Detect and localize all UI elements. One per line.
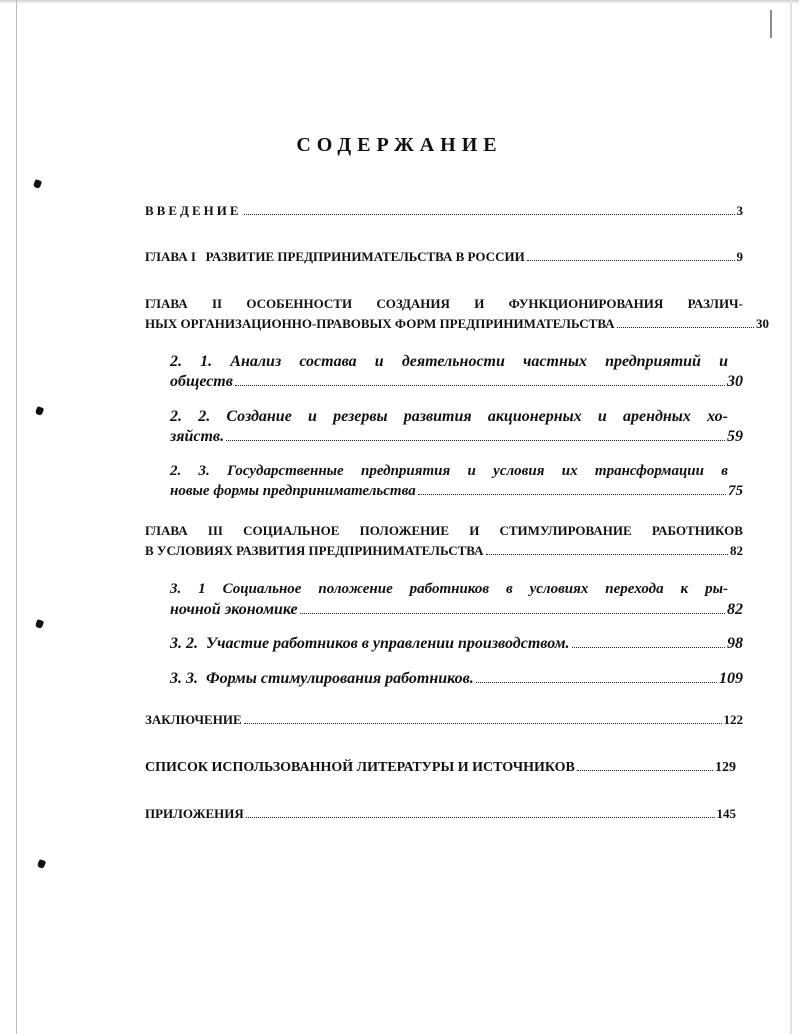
word: состава	[299, 353, 357, 370]
dot-leader	[617, 327, 754, 328]
word: И	[469, 523, 480, 538]
dot-leader	[572, 647, 725, 648]
word: развития	[403, 408, 472, 425]
toc-section-2-1	[170, 373, 743, 391]
toc-entry-label: СПИСОК ИСПОЛЬЗОВАННОЙ ЛИТЕРАТУРЫ И ИСТОЧНИКОВ	[145, 760, 575, 775]
word: Государственные	[227, 463, 344, 479]
word: к	[680, 581, 689, 597]
binding-hole-mark	[37, 859, 46, 869]
scan-top-edge	[0, 0, 799, 4]
toc-section-3-3	[170, 670, 743, 688]
word: 3.	[198, 463, 210, 479]
toc-entry-page: 9	[736, 249, 743, 264]
word: Анализ	[230, 353, 282, 370]
word: 2.	[170, 463, 182, 479]
toc-entry-chapter-3	[145, 543, 743, 559]
word: частных	[523, 353, 587, 370]
word: и	[307, 408, 317, 425]
toc-section-2-3-line1	[170, 463, 728, 480]
toc-entry-page: 145	[716, 806, 736, 821]
dot-leader	[527, 260, 735, 261]
toc-entry-label: обществ	[170, 373, 233, 390]
toc-entry-label: ночной экономике	[170, 601, 298, 618]
toc-entry-label: ПРИЛОЖЕНИЯ	[145, 806, 244, 821]
word: хо-	[707, 408, 728, 425]
word: работников	[409, 581, 490, 597]
toc-entry-chapter-1	[145, 249, 743, 265]
dot-leader	[244, 214, 735, 215]
word: ГЛАВА	[145, 523, 188, 538]
toc-entry-page: 82	[727, 601, 743, 618]
toc-section-3-1	[170, 601, 743, 619]
word: положение	[318, 581, 393, 597]
toc-entry-page: 75	[728, 483, 743, 499]
word: акционерных	[487, 408, 582, 425]
toc-entry-chapter-3-line1	[145, 523, 743, 539]
word: 2.	[170, 353, 182, 370]
word: в	[505, 581, 513, 597]
word: резервы	[333, 408, 388, 425]
toc-entry-page: 129	[715, 760, 736, 775]
binding-hole-mark	[35, 406, 44, 416]
word: ОСОБЕННОСТИ	[246, 296, 353, 311]
toc-section-2-3	[170, 483, 743, 500]
toc-entry-page: 122	[723, 712, 743, 727]
toc-entry-conclusion	[145, 712, 743, 728]
word: предприятия	[361, 463, 451, 479]
toc-entry-page: 82	[730, 543, 743, 558]
word: и	[374, 353, 384, 370]
dot-leader	[235, 385, 725, 386]
dot-leader	[418, 494, 726, 495]
word: 2.	[170, 408, 182, 425]
word: СТИМУЛИРОВАНИЕ	[499, 523, 632, 538]
toc-entry-chapter-2	[145, 316, 769, 332]
toc-section-3-2	[170, 635, 743, 653]
toc-entry-page: 59	[727, 428, 743, 445]
word: перехода	[605, 581, 664, 597]
word: предприятий	[605, 353, 701, 370]
word: 2.	[198, 408, 211, 425]
word: арендных	[622, 408, 691, 425]
toc-section-3-1-line1	[170, 581, 728, 598]
word: и	[597, 408, 607, 425]
binding-hole-mark	[35, 619, 44, 629]
toc-entry-label: ВВЕДЕНИЕ	[145, 203, 242, 218]
toc-entry-page: 98	[727, 635, 743, 652]
toc-entry-label: В УСЛОВИЯХ РАЗВИТИЯ ПРЕДПРИНИМАТЕЛЬСТВА	[145, 543, 484, 558]
word: трансформации	[594, 463, 704, 479]
word: III	[207, 523, 223, 538]
dot-leader	[476, 682, 717, 683]
toc-entry-page: 109	[719, 670, 743, 687]
word: условиях	[529, 581, 589, 597]
toc-entry-intro	[145, 203, 743, 219]
toc-entry-chapter-2-line1	[145, 296, 743, 312]
word: II	[211, 296, 223, 311]
toc-section-2-2-line1	[170, 408, 728, 426]
word: И	[474, 296, 485, 311]
word: 3.	[170, 581, 182, 597]
toc-entry-label: НЫХ ОРГАНИЗАЦИОННО-ПРАВОВЫХ ФОРМ ПРЕДПРИНИМАТЕЛЬСТВА	[145, 316, 615, 331]
toc-entry-page: 3	[736, 203, 743, 218]
word: ФУНКЦИОНИРОВАНИЯ	[508, 296, 664, 311]
dot-leader	[226, 440, 725, 441]
toc-section-2-2	[170, 428, 743, 446]
toc-entry-label: зяйств.	[170, 428, 225, 445]
word: ры-	[705, 581, 728, 597]
toc-entry-label: 3. 3. Формы стимулирования работников.	[170, 670, 474, 687]
word: их	[561, 463, 578, 479]
word: и	[467, 463, 476, 479]
word: ГЛАВА	[145, 296, 188, 311]
word: в	[721, 463, 728, 479]
word: условия	[493, 463, 545, 479]
toc-entry-label: новые формы предпринимательства	[170, 483, 416, 499]
toc-entry-label: 3. 2. Участие работников в управлении производством.	[170, 635, 570, 652]
word: Создание	[226, 408, 292, 425]
scan-mark	[770, 10, 772, 38]
dot-leader	[246, 817, 715, 818]
toc-section-2-1-line1	[170, 353, 728, 371]
toc-entry-page: 30	[756, 316, 769, 331]
word: и	[719, 353, 728, 370]
word: деятельности	[401, 353, 505, 370]
dot-leader	[577, 770, 713, 771]
word: 1	[198, 581, 206, 597]
binding-hole-mark	[33, 179, 42, 189]
dot-leader	[486, 554, 728, 555]
toc-entry-page: 30	[727, 373, 743, 390]
word: РАЗЛИЧ-	[687, 296, 743, 311]
toc-entry-label: ЗАКЛЮЧЕНИЕ	[145, 712, 242, 727]
word: СОЗДАНИЯ	[376, 296, 450, 311]
toc-entry-appendix	[145, 806, 736, 822]
word: 1.	[200, 353, 213, 370]
dot-leader	[300, 613, 725, 614]
word: РАБОТНИКОВ	[651, 523, 743, 538]
toc-entry-bibliography	[145, 760, 736, 776]
page-title: СОДЕРЖАНИЕ	[296, 134, 503, 156]
word: ПОЛОЖЕНИЕ	[359, 523, 450, 538]
dot-leader	[244, 723, 722, 724]
word: СОЦИАЛЬНОЕ	[243, 523, 340, 538]
word: Социальное	[222, 581, 302, 597]
toc-entry-label: ГЛАВА I РАЗВИТИЕ ПРЕДПРИНИМАТЕЛЬСТВА В РОССИИ	[145, 249, 525, 264]
